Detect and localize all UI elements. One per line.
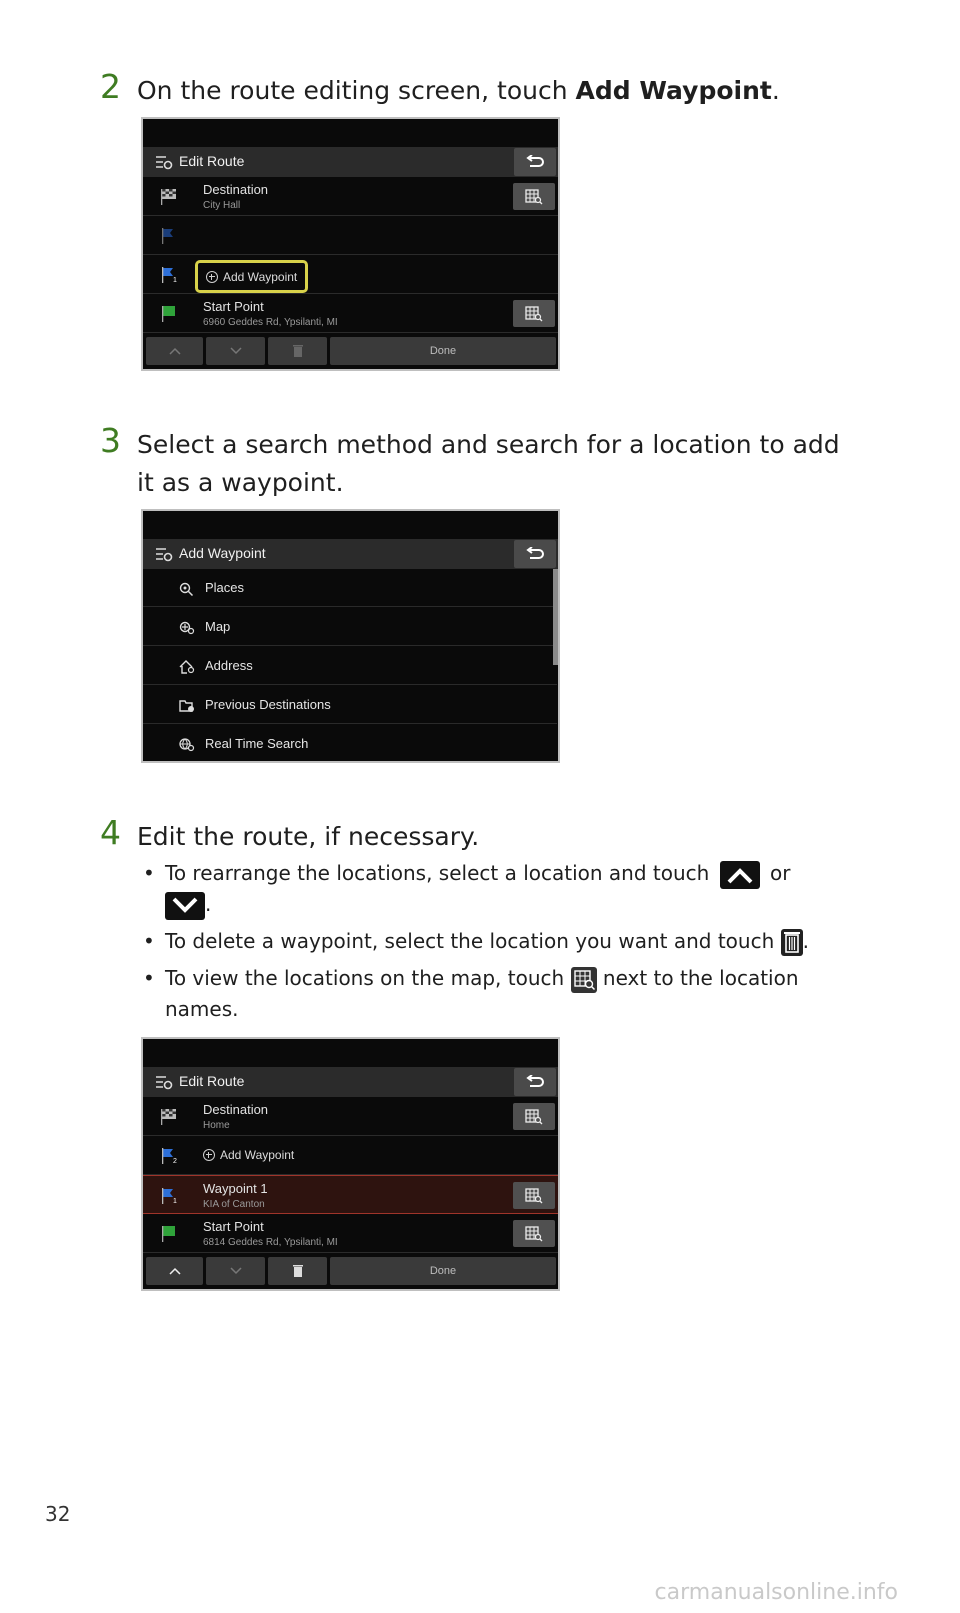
destination-label: Destination: [203, 182, 269, 197]
delete-button[interactable]: [268, 337, 327, 365]
chevron-down-icon: [230, 1267, 242, 1275]
step-text: [137, 72, 857, 110]
chevron-down-icon: [230, 347, 242, 355]
bullet-text: To view the locations on the map, touch: [165, 966, 565, 990]
step-number: 4: [100, 813, 121, 852]
empty-waypoint-row: [143, 216, 558, 255]
bullet-text: next to the location names.: [165, 966, 799, 1021]
bullet-rearrange: [143, 858, 843, 920]
done-button[interactable]: [330, 337, 556, 365]
back-button[interactable]: [514, 540, 556, 568]
move-down-button[interactable]: [206, 1257, 265, 1285]
menu-item-map[interactable]: [143, 608, 557, 646]
bullet-text: To delete a waypoint, select the location you want and touch: [165, 929, 775, 953]
chevron-up-icon: [169, 347, 181, 355]
waypoint-value: KIA of Canton: [203, 1199, 265, 1210]
waypoint-flag-icon: [159, 266, 179, 284]
destination-row[interactable]: [143, 1097, 558, 1136]
start-point-value: 6814 Geddes Rd, Ypsilanti, MI: [203, 1237, 338, 1248]
start-point-label: Start Point: [203, 299, 264, 314]
bullet-view-map: [143, 963, 843, 1025]
back-arrow-icon: [526, 547, 544, 561]
trash-icon: [293, 345, 303, 357]
step-text: Select a search method and search for a location to add it as a waypoint.: [137, 430, 840, 497]
add-circle-icon: [206, 271, 218, 283]
map-view-button[interactable]: [513, 1103, 555, 1130]
map-search-icon: [525, 1188, 543, 1204]
map-view-button[interactable]: [513, 1182, 555, 1209]
add-circle-icon: [203, 1149, 215, 1161]
edit-route-screen-1: [141, 117, 560, 371]
start-point-value: 6960 Geddes Rd, Ypsilanti, MI: [203, 317, 338, 328]
step-number: 3: [100, 421, 121, 460]
map-search-icon: [525, 189, 543, 205]
watermark: carmanualsonline.info: [654, 1580, 898, 1605]
waypoint-1-row[interactable]: [143, 1175, 558, 1214]
svg-text:1: 1: [173, 1198, 177, 1205]
move-down-button[interactable]: [206, 337, 265, 365]
bullet-delete: [143, 926, 843, 957]
screen-title: Edit Route: [179, 153, 245, 169]
menu-item-label: Previous Destinations: [205, 697, 331, 712]
move-up-button[interactable]: [146, 1257, 203, 1285]
menu-item-previous-destinations[interactable]: [143, 686, 557, 724]
add-waypoint-row[interactable]: [143, 255, 558, 294]
page-number: 32: [45, 1502, 71, 1526]
bottom-toolbar: [143, 333, 558, 369]
menu-item-real-time-search[interactable]: [143, 725, 557, 763]
destination-value: City Hall: [203, 200, 241, 211]
edit-route-screen-2: [141, 1037, 560, 1291]
menu-item-address[interactable]: [143, 647, 557, 685]
bullet-text-end: .: [802, 929, 809, 953]
destination-row[interactable]: [143, 177, 558, 216]
chevron-up-icon: [169, 1267, 181, 1275]
route-icon: [155, 1074, 173, 1090]
map-search-icon: [571, 967, 597, 993]
map-search-icon: [525, 1109, 543, 1125]
step-text: Edit the route, if necessary.: [137, 822, 480, 851]
scrollbar[interactable]: [553, 569, 558, 665]
menu-item-label: Map: [205, 619, 231, 634]
screen-title: Add Waypoint: [179, 545, 266, 561]
bullet-text-or: or: [770, 861, 791, 885]
step-text-post: .: [771, 76, 780, 105]
destination-value: Home: [203, 1120, 230, 1131]
move-up-button[interactable]: [146, 337, 203, 365]
add-waypoint-label: Add Waypoint: [220, 1147, 295, 1162]
done-button[interactable]: [330, 1257, 556, 1285]
route-icon: [155, 546, 173, 562]
back-button[interactable]: [514, 148, 556, 176]
menu-item-label: Address: [205, 658, 253, 673]
home-search-icon: [179, 660, 195, 674]
globe-search-icon: [179, 738, 195, 752]
route-icon: [155, 154, 173, 170]
destination-label: Destination: [203, 1102, 269, 1117]
add-waypoint-label: Add Waypoint: [223, 269, 298, 284]
waypoint-flag-icon: [159, 1187, 179, 1205]
step-number: 2: [100, 67, 121, 106]
folder-history-icon: [179, 699, 195, 713]
add-waypoint-screen: [141, 509, 560, 763]
map-view-button[interactable]: [513, 1220, 555, 1247]
back-arrow-icon: [526, 155, 544, 169]
title-bar: [143, 539, 558, 569]
checkered-flag-icon: [159, 188, 179, 206]
trash-icon: [293, 1265, 303, 1277]
step-text-pre: On the route editing screen, touch: [137, 76, 576, 105]
menu-item-label: Places: [205, 580, 245, 595]
instruction-bullets: [143, 858, 843, 1031]
bullet-text: To rearrange the locations, select a location and touch: [165, 861, 710, 885]
waypoint-flag-icon: [159, 1147, 179, 1165]
checkered-flag-icon: [159, 1108, 179, 1126]
start-point-row[interactable]: [143, 294, 558, 333]
title-bar: [143, 147, 558, 177]
start-flag-icon: [159, 1225, 179, 1243]
add-waypoint-row[interactable]: [143, 1136, 558, 1175]
svg-text:1: 1: [173, 277, 177, 284]
screen-title: Edit Route: [179, 1073, 245, 1089]
bullet-text-end: .: [205, 892, 212, 916]
start-point-row[interactable]: [143, 1214, 558, 1253]
map-view-button[interactable]: [513, 300, 555, 327]
title-bar: [143, 1067, 558, 1097]
waypoint-flag-icon: [159, 227, 179, 245]
waypoint-label: Waypoint 1: [203, 1181, 268, 1196]
map-pin-search-icon: [179, 621, 195, 635]
done-label: Done: [429, 345, 457, 357]
bottom-toolbar: [143, 1253, 558, 1289]
menu-item-places[interactable]: [143, 569, 557, 607]
start-point-label: Start Point: [203, 1219, 264, 1234]
menu-item-label: Real Time Search: [205, 736, 309, 751]
chevron-down-icon: [165, 892, 205, 920]
map-view-button[interactable]: [513, 183, 555, 210]
map-search-icon: [525, 1226, 543, 1242]
places-search-icon: [179, 582, 195, 596]
back-button[interactable]: [514, 1068, 556, 1096]
chevron-up-icon: [720, 861, 760, 889]
step-text-bold: Add Waypoint: [575, 76, 772, 105]
start-flag-icon: [159, 305, 179, 323]
add-waypoint-button[interactable]: [195, 1141, 302, 1168]
add-waypoint-button[interactable]: [195, 260, 308, 293]
done-label: Done: [429, 1265, 457, 1277]
trash-icon: [781, 929, 803, 956]
delete-button[interactable]: [268, 1257, 327, 1285]
svg-text:2: 2: [173, 1158, 177, 1165]
map-search-icon: [525, 306, 543, 322]
back-arrow-icon: [526, 1075, 544, 1089]
